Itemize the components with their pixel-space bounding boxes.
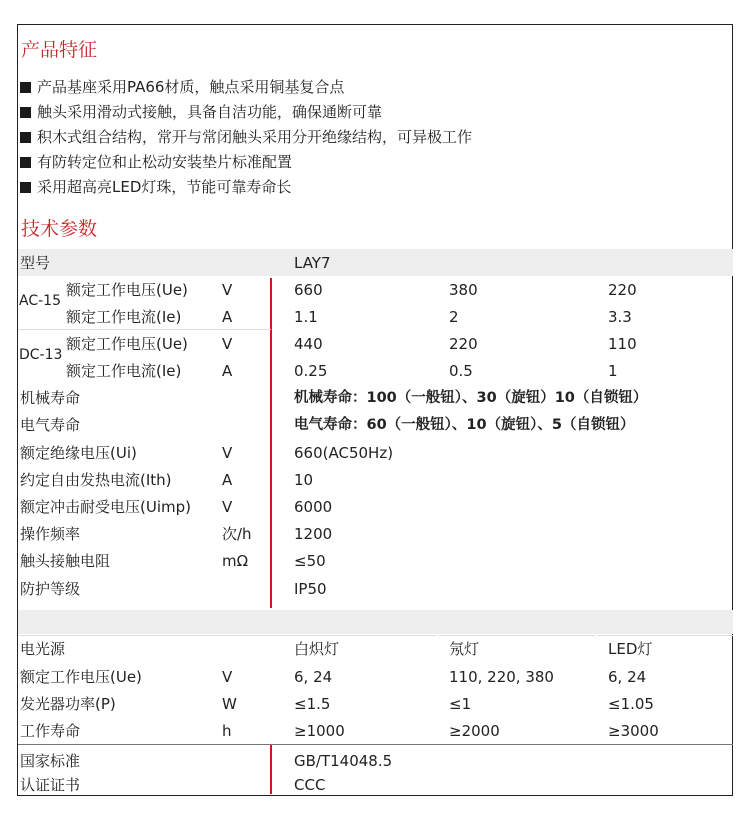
- specs-title: 技术参数: [21, 218, 98, 240]
- ac15-voltage-value: 220: [608, 281, 637, 299]
- bullet-square-icon: [20, 132, 31, 143]
- dc13-current-value: 0.25: [294, 362, 328, 380]
- feature-item: 采用超高亮LED灯珠，节能可靠寿命长: [20, 176, 291, 197]
- spec-label: 额定绝缘电压(Ui): [20, 444, 137, 462]
- light-unit: V: [222, 668, 233, 686]
- dc13-voltage-value: 220: [449, 335, 478, 353]
- column-divider: [270, 278, 272, 608]
- feature-item: 积木式组合结构，常开与常闭触头采用分开绝缘结构，可异极工作: [20, 126, 472, 147]
- spec-label: 机械寿命: [20, 389, 81, 407]
- model-label: 型号: [20, 254, 51, 272]
- dc13-voltage-label: 额定工作电压(Ue): [66, 335, 188, 353]
- spec-value: 机械寿命：100（一般钮）、30（旋钮）10（自锁钮）: [294, 390, 648, 406]
- ac15-current-unit: A: [222, 308, 233, 326]
- spec-unit: A: [222, 471, 233, 489]
- bullet-square-icon: [20, 157, 31, 168]
- cell-gap: [436, 276, 439, 386]
- column-divider: [270, 744, 272, 794]
- national-standard-label: 国家标准: [20, 752, 81, 770]
- spec-label: 电气寿命: [20, 416, 81, 434]
- spec-unit: mΩ: [222, 552, 249, 570]
- cell-gap: [595, 634, 598, 744]
- features-title: 产品特征: [21, 39, 98, 61]
- spec-unit: V: [222, 498, 233, 516]
- feature-item: 产品基座采用PA66材质，触点采用铜基复合点: [20, 76, 344, 97]
- ac15-current-label: 额定工作电流(Ie): [66, 308, 182, 326]
- light-value: ≥3000: [608, 722, 659, 740]
- spec-label: 触头接触电阻: [20, 552, 111, 570]
- cell-gap: [436, 634, 439, 744]
- light-value: ≤1.5: [294, 695, 331, 713]
- light-value: 6, 24: [294, 668, 333, 686]
- certificate-value: CCC: [294, 776, 326, 794]
- bullet-square-icon: [20, 182, 31, 193]
- national-standard-value: GB/T14048.5: [294, 752, 393, 770]
- light-value: ≤1: [449, 695, 472, 713]
- light-value: 110, 220, 380: [449, 668, 554, 686]
- certificate-label: 认证证书: [20, 776, 81, 794]
- feature-item: 触头采用滑动式接触，具备自洁功能，确保通断可靠: [20, 101, 382, 122]
- spec-label: 操作频率: [20, 525, 81, 543]
- ac15-tag: AC-15: [19, 293, 61, 309]
- section-divider-band: [18, 610, 733, 634]
- spec-value: 电气寿命：60（一般钮）、10（旋钮）、5（自锁钮）: [294, 417, 635, 433]
- model-row-band: [18, 249, 733, 276]
- ac15-current-value: 3.3: [608, 308, 632, 326]
- light-unit: h: [222, 722, 232, 740]
- spec-label: 额定冲击耐受电压(Uimp): [20, 498, 191, 516]
- dc13-voltage-value: 110: [608, 335, 637, 353]
- dc13-tag: DC-13: [19, 347, 63, 363]
- spec-label: 约定自由发热电流(Ith): [20, 471, 172, 489]
- light-label: 工作寿命: [20, 722, 81, 740]
- spec-unit: 次/h: [222, 525, 252, 543]
- row-divider: [18, 329, 271, 330]
- bullet-square-icon: [20, 82, 31, 93]
- dc13-voltage-unit: V: [222, 335, 233, 353]
- light-value: 6, 24: [608, 668, 647, 686]
- spec-label: 防护等级: [20, 580, 81, 598]
- dc13-voltage-value: 440: [294, 335, 323, 353]
- ac15-voltage-unit: V: [222, 281, 233, 299]
- light-label: 发光器功率(P): [20, 695, 116, 713]
- spec-value: 6000: [294, 498, 333, 516]
- spec-value: ≤50: [294, 552, 326, 570]
- light-value: ≥2000: [449, 722, 500, 740]
- spec-unit: V: [222, 444, 233, 462]
- light-value: ≥1000: [294, 722, 345, 740]
- spec-value: IP50: [294, 580, 327, 598]
- feature-item: 有防转定位和止松动安装垫片标准配置: [20, 151, 292, 172]
- row-divider: [18, 744, 733, 745]
- ac15-current-value: 1.1: [294, 308, 318, 326]
- ac15-voltage-value: 380: [449, 281, 478, 299]
- dc13-current-value: 1: [608, 362, 618, 380]
- dc13-current-unit: A: [222, 362, 233, 380]
- bullet-square-icon: [20, 107, 31, 118]
- ac15-current-value: 2: [449, 308, 459, 326]
- ac15-voltage-value: 660: [294, 281, 323, 299]
- light-unit: W: [222, 695, 237, 713]
- spec-value: 1200: [294, 525, 333, 543]
- light-value: ≤1.05: [608, 695, 654, 713]
- light-label: 额定工作电压(Ue): [20, 668, 142, 686]
- cell-gap: [595, 276, 598, 386]
- dc13-current-label: 额定工作电流(Ie): [66, 362, 182, 380]
- model-value: LAY7: [294, 254, 331, 272]
- dc13-current-value: 0.5: [449, 362, 473, 380]
- row-divider: [18, 635, 733, 636]
- light-label: 电光源: [20, 640, 66, 658]
- spec-value: 660(AC50Hz): [294, 444, 394, 462]
- light-value: 白炽灯: [294, 640, 340, 658]
- spec-value: 10: [294, 471, 314, 489]
- ac15-voltage-label: 额定工作电压(Ue): [66, 281, 188, 299]
- light-value: 氖灯: [449, 640, 480, 658]
- light-value: LED灯: [608, 640, 653, 658]
